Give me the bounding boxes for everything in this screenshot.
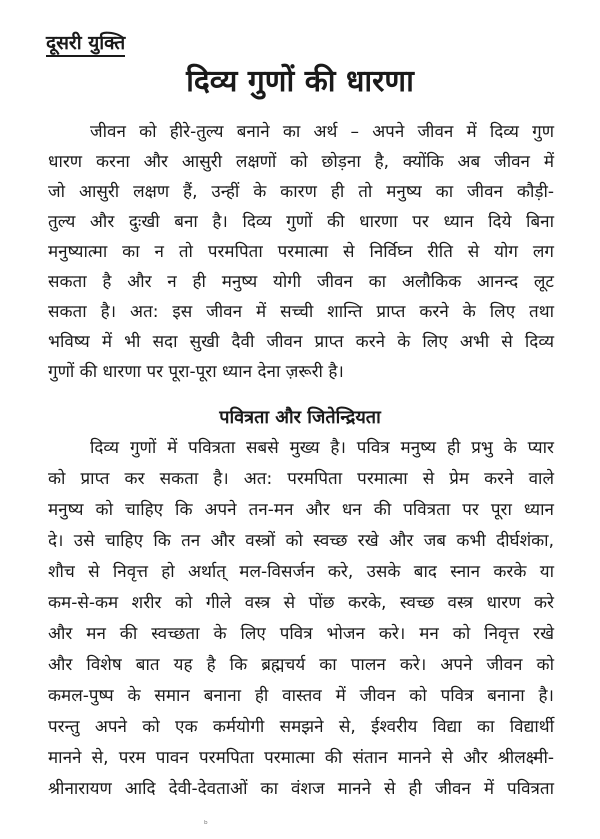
text-line: जो आसुरी लक्षण हैं, उन्हीं के कारण ही तो मनुष्य का जीवन कौड़ी- — [48, 182, 554, 202]
text-line: को प्राप्त कर सकता है। अत: परमपिता परमात्मा से प्रेम करने वाले — [48, 469, 554, 489]
text-line: श्रीनारायण आदि देवी-देवताओं का वंशज मानने से ही जीवन में पवित्रता — [48, 779, 554, 799]
text-line: भविष्य में भी सदा सुखी दैवी जीवन प्राप्त करने के लिए अभी से दिव्य — [48, 332, 554, 352]
text-line: गुणों की धारणा पर पूरा-पूरा ध्यान देना ज़रूरी है। — [48, 362, 344, 382]
text-line: जीवन को हीरे-तुल्य बनाने का अर्थ – अपने जीवन में दिव्य गुण — [90, 122, 554, 142]
subheading: पवित्रता और जितेन्द्रियता — [219, 407, 381, 428]
text-line: मनुष्य को चाहिए कि अपने तन-मन और धन की पवित्रता पर पूरा ध्यान — [48, 500, 554, 520]
page-title: दिव्य गुणों की धारणा — [186, 64, 414, 99]
text-line: शौच से निवृत्त हो अर्थात् मल-विसर्जन करे, उसके बाद स्नान करके या — [48, 562, 554, 582]
text-line: दिव्य गुणों में पवित्रता सबसे मुख्य है। पवित्र मनुष्य ही प्रभु के प्यार — [90, 438, 554, 458]
text-line: कमल-पुष्प के समान बनाना ही वास्तव में जीवन को पवित्र बनाना है। — [48, 686, 554, 706]
text-line: सकता है। अत: इस जीवन में सच्ची शान्ति प्राप्त करने के लिए तथा — [48, 302, 554, 322]
page-mark: ᵇ — [204, 820, 208, 830]
text-line: और मन की स्वच्छता के लिए पवित्र भोजन करे। मन को निवृत्त रखे — [48, 624, 554, 644]
text-line: मानने से, परम पावन परमपिता परमात्मा की संतान मानने से और श्रीलक्ष्मी- — [48, 748, 554, 768]
text-line: सकता है और न ही मनुष्य योगी जीवन का अलौकिक आनन्द लूट — [48, 272, 554, 292]
text-line: परन्तु अपने को एक कर्मयोगी समझने से, ईश्वरीय विद्या का विद्यार्थी — [48, 717, 554, 737]
text-line: मनुष्यात्मा का न तो परमपिता परमात्मा से निर्विघ्न रीति से योग लग — [48, 242, 554, 262]
section-label: दूसरी युक्ति — [46, 32, 125, 57]
text-line: कम-से-कम शरीर को गीले वस्त्र से पोंछ करके, स्वच्छ वस्त्र धारण करे — [48, 593, 554, 613]
text-line: दे। उसे चाहिए कि तन और वस्त्रों को स्वच्छ रखे और जब कभी दीर्घशंका, — [48, 531, 554, 551]
text-line: तुल्य और दुःखी बना है। दिव्य गुणों की धारणा पर ध्यान दिये बिना — [48, 212, 554, 232]
text-line: धारण करना और आसुरी लक्षणों को छोड़ना है, क्योंकि अब जीवन में — [48, 152, 554, 172]
text-line: और विशेष बात यह है कि ब्रह्मचर्य का पालन करे। अपने जीवन को — [48, 655, 554, 675]
